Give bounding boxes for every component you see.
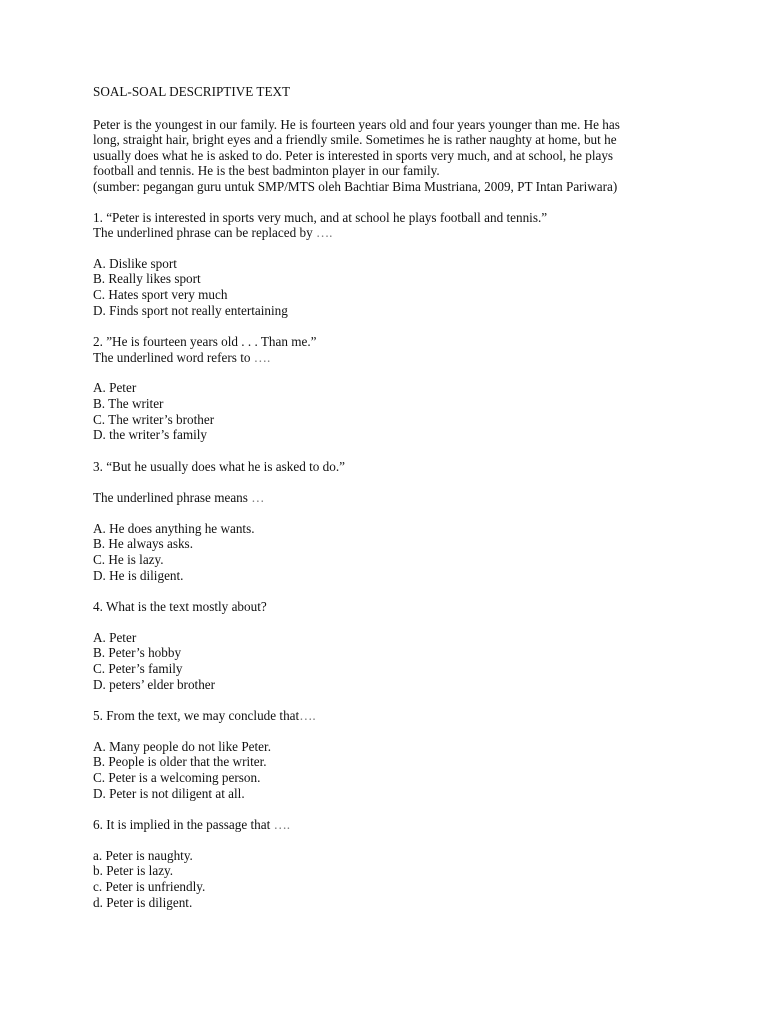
answer-option: B. The writer <box>93 395 164 411</box>
answer-option: D. Finds sport not really entertaining <box>93 302 288 318</box>
prompt-text: The underlined word refers to <box>93 349 254 365</box>
answer-option: A. Peter <box>93 380 137 396</box>
prompt-text: The underlined phrase can be replaced by <box>93 225 316 241</box>
question-stem: 1. “Peter is interested in sports very much, and at school he plays football and tennis.” <box>93 209 548 225</box>
question-2 <box>93 334 693 443</box>
answer-option: A. Dislike sport <box>93 255 177 271</box>
prompt-text: The underlined phrase means <box>93 490 252 506</box>
answer-option: C. Hates sport very much <box>93 286 228 302</box>
answer-option: A. He does anything he wants. <box>93 520 255 536</box>
passage-line: football and tennis. He is the best badminton player in our family. <box>93 163 440 179</box>
passage-line: long, straight hair, bright eyes and a friendly smile. Sometimes he is rather naughty at home, but he <box>93 132 617 148</box>
answer-options <box>93 380 693 442</box>
answer-option: C. Peter is a welcoming person. <box>93 770 261 785</box>
passage-source: (sumber: pegangan guru untuk SMP/MTS oleh Bachtiar Bima Mustriana, 2009, PT Intan Pariwara) <box>93 178 618 194</box>
answer-option: C. He is lazy. <box>93 552 164 568</box>
answer-option: A. Many people do not like Peter. <box>93 738 271 754</box>
question-stem: 2. ”He is fourteen years old . . . Than me.” <box>93 334 317 350</box>
passage-line: Peter is the youngest in our family. He is fourteen years old and four years younger than me. He has <box>93 116 620 132</box>
answer-options <box>93 256 693 318</box>
document-page <box>93 84 693 926</box>
answer-options <box>93 739 693 801</box>
question-5 <box>93 708 693 801</box>
document-title: SOAL-SOAL DESCRIPTIVE TEXT <box>93 84 291 99</box>
answer-option: C. Peter’s family <box>93 661 183 677</box>
answer-option: D. peters’ elder brother <box>93 676 216 692</box>
answer-option: A. Peter <box>93 629 137 645</box>
question-stem <box>93 708 693 724</box>
answer-option: D. Peter is not diligent at all. <box>93 785 245 801</box>
answer-option: B. Really likes sport <box>93 271 201 287</box>
answer-option: C. The writer’s brother <box>93 411 215 427</box>
question-6 <box>93 817 693 910</box>
prompt-dots: … <box>251 490 265 506</box>
answer-option: B. People is older that the writer. <box>93 754 267 770</box>
answer-option: D. He is diligent. <box>93 567 184 583</box>
question-stem <box>93 817 693 833</box>
answer-option: d. Peter is diligent. <box>93 894 193 910</box>
answer-option: B. He always asks. <box>93 536 193 552</box>
answer-options <box>93 630 693 692</box>
question-4 <box>93 599 693 692</box>
answer-option: B. Peter’s hobby <box>93 645 182 661</box>
prompt-dots: …. <box>253 349 271 365</box>
prompt-dots: …. <box>315 225 333 241</box>
stem-text: 6. It is implied in the passage that <box>93 817 274 833</box>
answer-options <box>93 848 693 910</box>
answer-options <box>93 521 693 583</box>
answer-option: c. Peter is unfriendly. <box>93 878 206 894</box>
question-stem: 3. “But he usually does what he is asked to do.” <box>93 458 345 474</box>
question-prompt <box>93 350 693 366</box>
question-1 <box>93 210 693 319</box>
question-prompt <box>93 225 693 241</box>
answer-option: a. Peter is naughty. <box>93 847 193 863</box>
passage-line: usually does what he is asked to do. Peter is interested in sports very much, and at school, he plays <box>93 147 614 163</box>
stem-dots: …. <box>299 708 316 724</box>
answer-option: b. Peter is lazy. <box>93 863 174 879</box>
question-3 <box>93 459 693 584</box>
stem-dots: …. <box>273 817 291 833</box>
question-prompt <box>93 490 693 506</box>
reading-passage <box>93 117 693 195</box>
answer-option: D. the writer’s family <box>93 427 208 443</box>
question-stem: 4. What is the text mostly about? <box>93 599 267 615</box>
stem-text: 5. From the text, we may conclude that <box>93 708 300 724</box>
